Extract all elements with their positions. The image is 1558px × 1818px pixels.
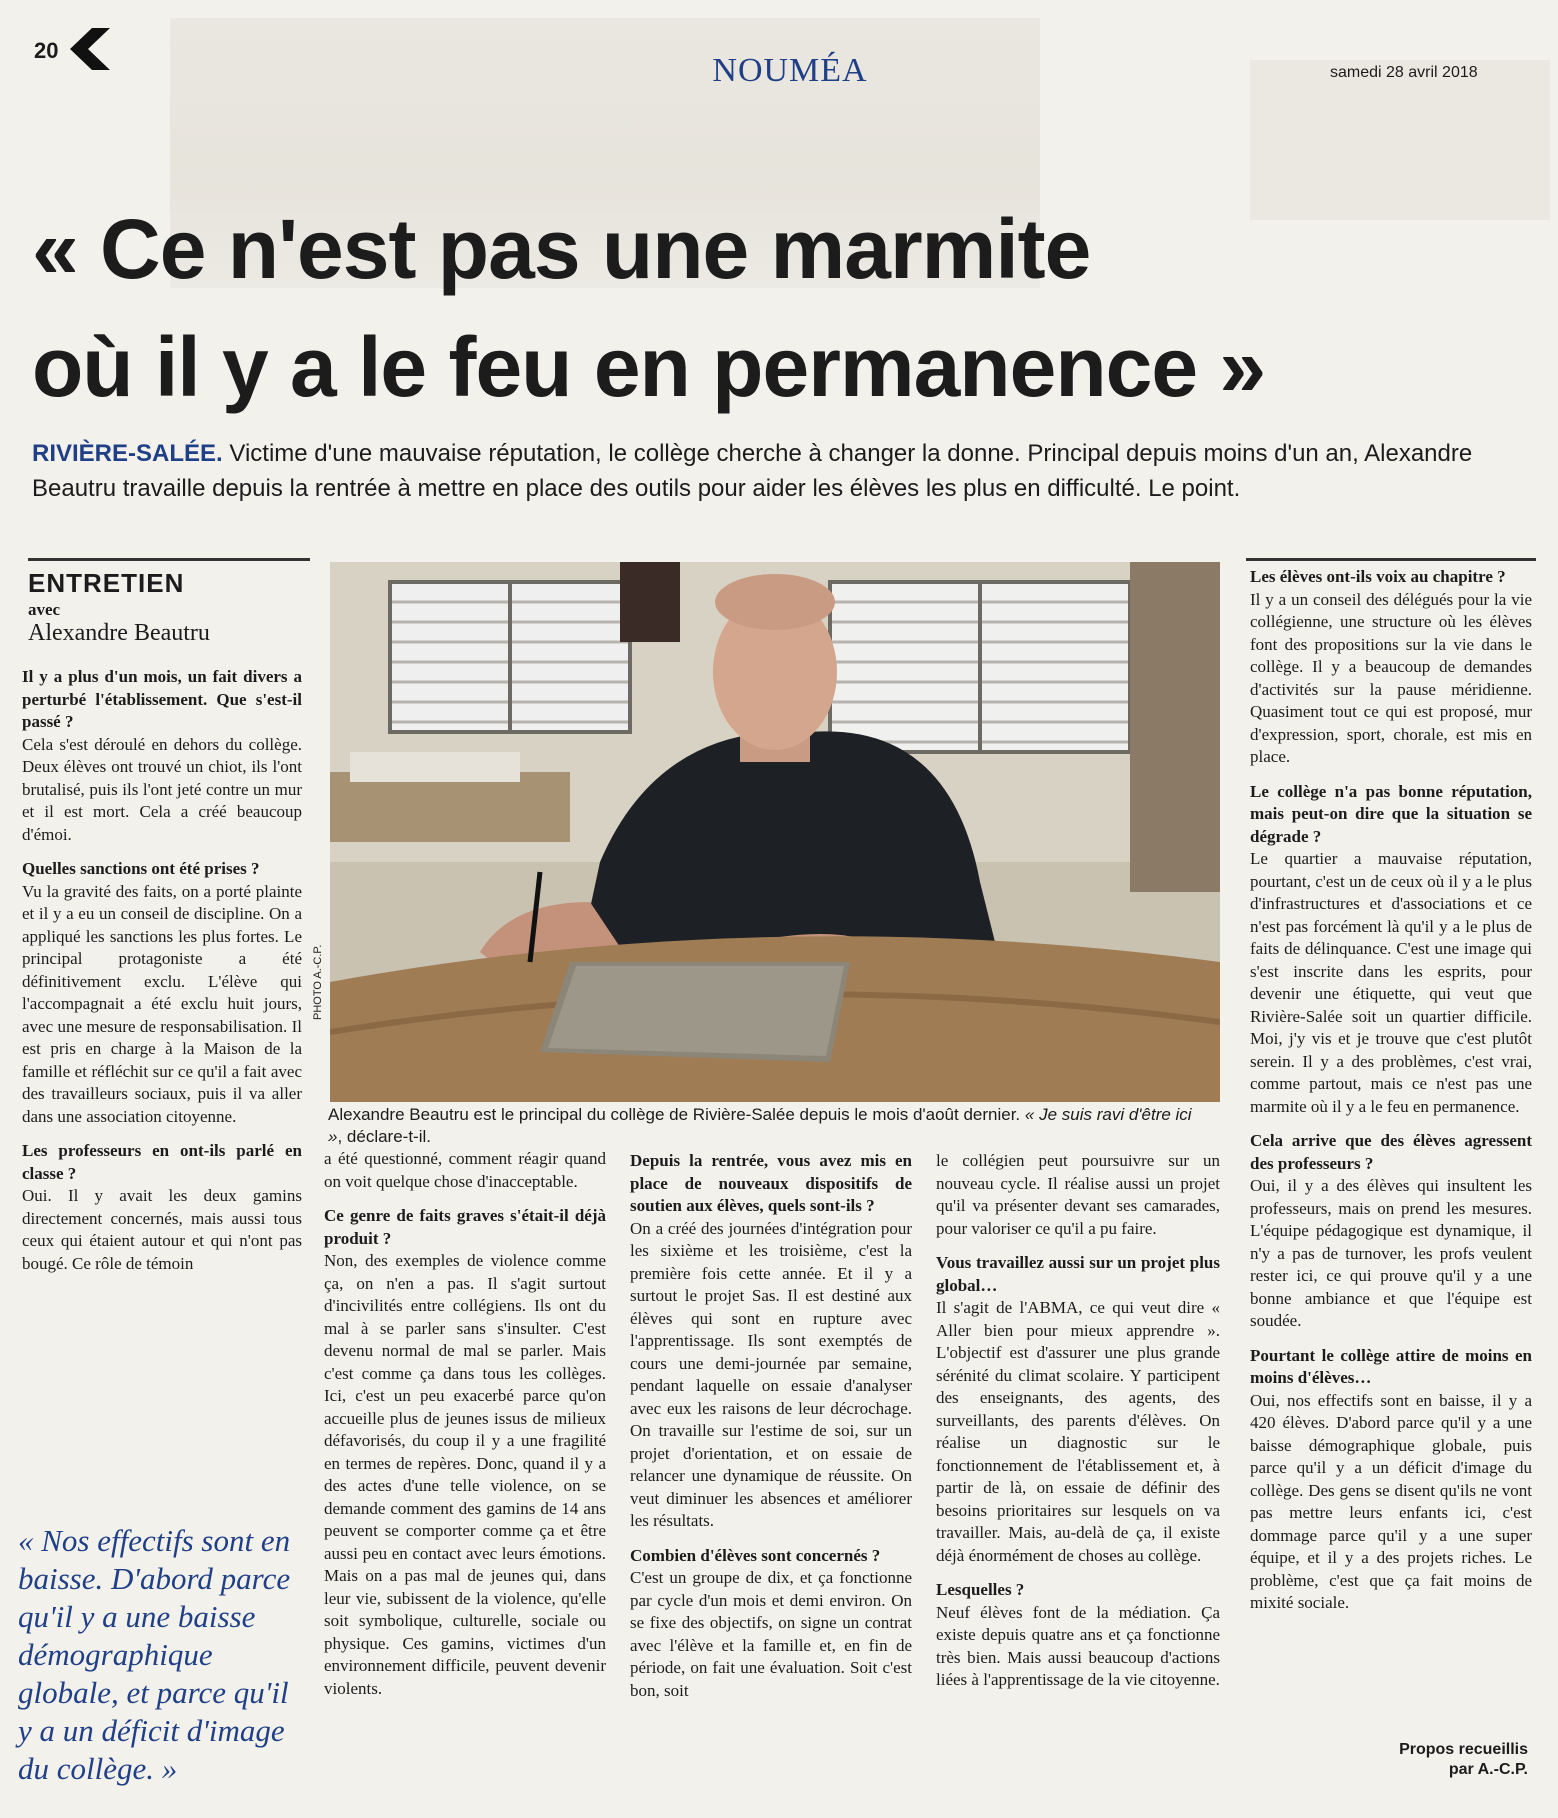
answer: Le quartier a mauvaise réputation, pourtant, c'est un de ceux où il y a le plus d'infrastructures et d'associations et ce n'est pas forcément là qu'il y a le plus de faits de délinquance. C'est une image qui s'est inscrite dans les esprits, pour devenir une étiquette, qui veut que Rivière-Salée soit un quartier difficile. Moi, j'y vis et je trouve que c'est plutôt serein. Il y a des problèmes, c'est vrai, comme partout, mais ce n'est pas une marmite où il y a le feu en permanence. [1250,849,1532,1116]
question: Lesquelles ? [936,1580,1025,1599]
headline-line-2: où il y a le feu en permanence » [32,320,1266,414]
answer: Il y a un conseil des délégués pour la vie collégienne, une structure où les élèves font des propositions sur la vie dans le collège. Il y a beaucoup de demandes d'activités sur la pause méridienne. Quasiment tout ce qui est proposé, mur d'expression, sport, chorale, est mis en place. [1250,589,1532,766]
caption-end: , déclare-t-il. [337,1127,431,1146]
page-number: 20 [34,38,59,63]
caption-main: Alexandre Beautru est le principal du collège de Rivière-Salée depuis le mois d'août dernier. [328,1105,1025,1124]
question: Il y a plus d'un mois, un fait divers a perturbé l'établissement. Que s'est-il passé ? [22,667,302,731]
caption-quote: « Je suis ravi d'être ici » [328,1105,1192,1146]
headline-line-1: « Ce n'est pas une marmite [32,202,1091,296]
answer: Cela s'est déroulé en dehors du collège. Deux élèves ont trouvé un chiot, ils l'ont brutalisé, puis ils l'ont jeté contre un mur et il est mort. Cela a créé beaucoup d'émoi. [22,734,302,844]
question: Quelles sanctions ont été prises ? [22,859,260,878]
photo-credit: PHOTO A.-C.P. [312,944,324,1020]
rule-left [28,558,310,561]
chevron-left-icon [66,26,112,72]
question: Cela arrive que des élèves agressent des professeurs ? [1250,1131,1532,1173]
answer: Il s'agit de l'ABMA, ce qui veut dire « Aller bien pour mieux apprendre ». L'objectif est d'assurer une plus grande sérénité du climat scolaire. Y participent des enseignants, des agents, des surveillants, des parents d'élèves. On réalise un diagnostic sur le fonctionnement de l'établissement et, à partir de là, on essaie de définir des besoins prioritaires sur lesquels on va travailler. Mais, au-delà de ça, il existe déjà énormément de choses au collège. [936,1298,1220,1565]
answer: Neuf élèves font de la médiation. Ça existe depuis quatre ans et ça fonctionne très bien. Mais aussi beaucoup d'actions liées à l'apprentissage de la vie citoyenne. [936,1602,1220,1689]
answer: Oui, il y a des élèves qui insultent les professeurs, mais on prend les mesures. L'équipe pédagogique est dynamique, il n'y a pas de turnover, les profs veulent rester ici, ce qui prouve qu'il y a une bonne ambiance et que l'équipe est soudée. [1250,1176,1532,1330]
question: Les élèves ont-ils voix au chapitre ? [1250,567,1506,586]
answer: C'est un groupe de dix, et ça fonctionne par cycle d'un mois et demi environ. On se fixe des objectifs, on signe un contrat avec l'élève et la famille et, en fin de période, on fait une évaluation. Soit c'est bon, soit [630,1568,912,1700]
question: Les professeurs en ont-ils parlé en classe ? [22,1141,302,1183]
answer: Non, des exemples de violence comme ça, on n'en a pas. Il s'agit surtout d'incivilités entre collégiens. Ils ont du mal à se parler sans s'insulter. C'est devenu normal de mal se parler. Mais c'est comme ça dans tous les collèges. Ici, c'est un peu exacerbé parce qu'on accueille plus de jeunes issus de milieux défavorisés, du coup il y a une fragilité en termes de repères. Donc, quand il y a des actes d'une telle violence, on se demande comment des gamins de 14 ans peuvent se comporter comme ça et être aussi peu en contact avec leurs émotions. Mais on a pas mal de jeunes qui, dans leur vie, subissent de la violence, qu'elle soit symbolique, culturelle, sociale ou physique. Ces gamins, victimes d'un environnement difficile, peuvent devenir violents. [324,1251,606,1698]
issue-date: samedi 28 avril 2018 [1330,64,1478,81]
signature-line-2: par A.-C.P. [1448,1761,1528,1778]
interview-with: avec [28,600,61,619]
signature [1318,1740,1528,1780]
question: Depuis la rentrée, vous avez mis en place de nouveaux dispositifs de soutien aux élèves, quels sont-ils ? [630,1151,912,1215]
signature-line-1: Propos recueillis [1399,1741,1528,1758]
column-4 [936,1150,1220,1692]
rule-right [1246,558,1536,561]
question: Vous travaillez aussi sur un projet plus global… [936,1253,1220,1295]
lede-location: RIVIÈRE-SALÉE. [32,440,223,467]
answer: On a créé des journées d'intégration pour les sixième et les troisième, c'est la première fois cette année. Et il y a surtout le projet Sas. Il est destiné aux élèves qui sont en rupture avec l'apprentissage. Ils sont exemptés de cours une demi-journée par semaine, pendant laquelle on essaie d'analyser avec eux les raisons de leur décrochage. On travaille sur l'estime de soi, sur un projet d'orientation, et on essaie de relancer une dynamique de réussite. On veut diminuer les absences et améliorer les résultats. [630,1218,912,1530]
answer: Vu la gravité des faits, on a porté plainte et il y a eu un conseil de discipline. On a appliqué les sanctions les plus fortes. Le principal protagoniste a été définitivement exclu. L'élève qui l'accompagnait a été exclu huit jours, avec une mesure de responsabilisation. Il est pris en charge à la Maison de la famille et réfléchit sur ce qu'il a fait avec des travailleurs sociaux, puis il va aller dans une association citoyenne. [22,881,302,1126]
answer: Oui, nos effectifs sont en baisse, il y a 420 élèves. D'abord parce qu'il y a une baisse démographique globale, puis parce qu'il y a un déficit d'image du collège. Des gens se disent qu'ils ne vont pas mettre leurs enfants ici, c'est dommage parce qu'il y a une super équipe, et il y a des projets riches. Le problème, c'est que ça fait moins de mixité sociale. [1250,1390,1532,1612]
answer: Oui. Il y avait les deux gamins directement concernés, mais aussi tous ceux qui étaient autour et qui n'ont pas bougé. Ce rôle de témoin [22,1186,302,1273]
question: Le collège n'a pas bonne réputation, mais peut-on dire que la situation se dégrade ? [1250,781,1532,846]
column-1 [22,666,302,1275]
photo-caption [328,1104,1208,1148]
column-2 [324,1148,606,1700]
interview-photo [330,562,1220,1102]
question: Pourtant le collège attire de moins en moins d'élèves… [1250,1345,1532,1387]
lede [32,436,1532,506]
column-3 [630,1150,912,1702]
answer: a été questionné, comment réagir quand on voit quelque chose d'inacceptable. [324,1149,606,1191]
section-title: NOUMÉA [712,52,868,89]
question: Combien d'élèves sont concernés ? [630,1545,881,1565]
interview-tag: ENTRETIEN [28,568,185,598]
pull-quote: « Nos effectifs sont en baisse. D'abord parce qu'il y a une baisse démographique globale, et parce qu'il y a un déficit d'image du collège. » [18,1523,291,1786]
answer: le collégien peut poursuivre sur un nouveau cycle. Il réalise aussi un projet qu'il va présenter devant ses camarades, pour valoriser ce qu'il a pu faire. [936,1151,1220,1238]
question: Ce genre de faits graves s'était-il déjà produit ? [324,1206,606,1248]
headline [32,190,1512,426]
interview-name: Alexandre Beautru [28,620,210,646]
column-5 [1250,566,1532,1615]
lede-text: Victime d'une mauvaise réputation, le collège cherche à changer la donne. Principal depuis moins d'un an, Alexandre Beautru travaille depuis la rentrée à mettre en place des outils pour aider les élèves les plus en difficulté. Le point. [32,440,1473,502]
